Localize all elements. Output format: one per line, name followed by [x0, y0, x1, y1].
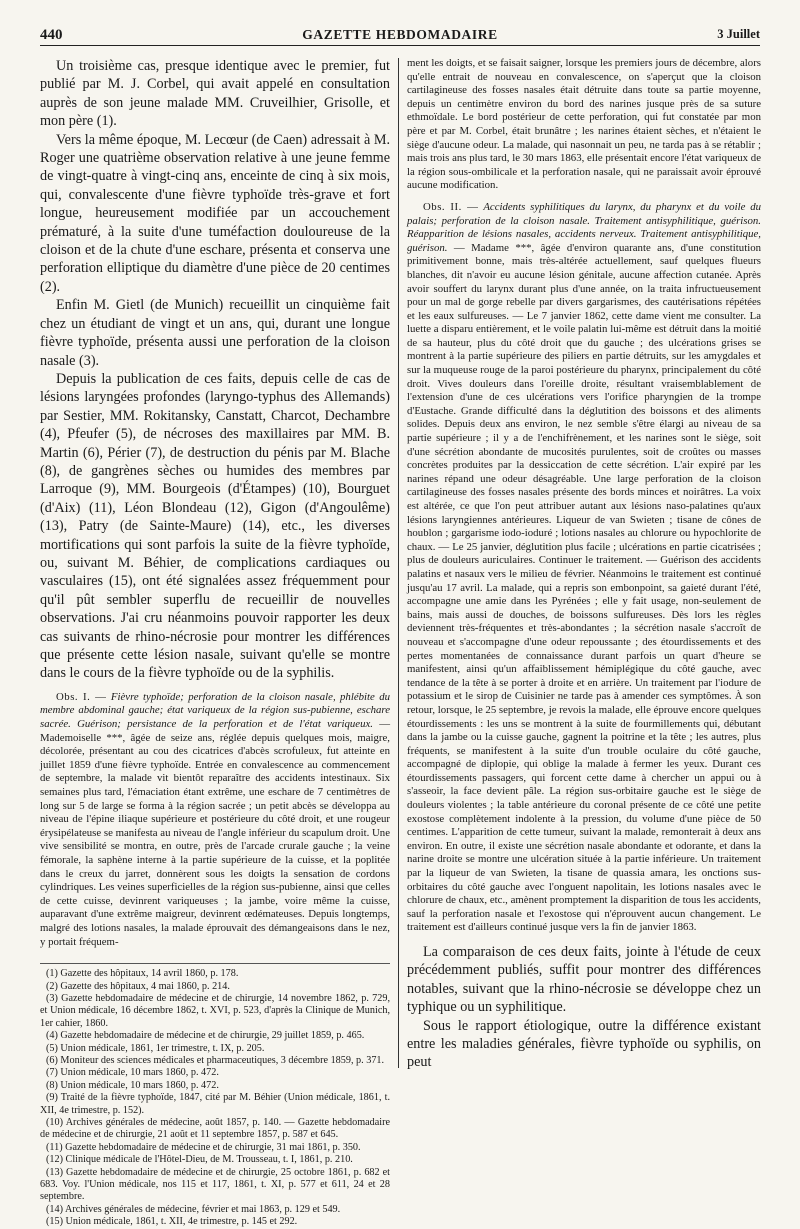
paragraph-corbel-case: Un troisième cas, presque identique avec le premier, fut publié par M. J. Corbel, qui avait appelé en consultation auprès de son jeune malade MM. Cruveilhier, Grisolle, et mon père (1).	[40, 58, 390, 130]
observation-1-label: Obs. I. —	[56, 690, 107, 703]
footnote: (9) Traité de la fièvre typhoïde, 1847, cité par M. Béhier (Union médicale, 1861, t. XII, 4e trimestre, p. 152).	[40, 1092, 390, 1116]
footnote: (2) Gazette des hôpitaux, 4 mai 1860, p. 214.	[46, 980, 230, 992]
footnotes	[40, 963, 390, 1229]
observation-1-body: — Mademoiselle ***, âgée de seize ans, réglée depuis quelques mois, maigre, décolorée, présentant au cou des cicatrices d'abcès scrofuleux, fut atteinte en juillet 1859 d'une fièvre typhoïde. Entrée en convalescence au commencement de septembre, la malade vit bientôt reparaître des accidents intestinaux. Six semaines plus tard, l'émaciation étant extrême, une eschare de 7 centimètres de long sur 5 de large se forma à la région sacrée ; un petit abcès se développa au niveau de l'épine iliaque supérieure et postérieure du côté droit, et une rougeur érysipélateuse se manifesta au niveau de l'angle inférieur du scapulum droit. Une vive sensibilité se montra, en outre, près de l'arcade crurale gauche ; la veine fémorale, la saphène interne à la partie supérieure de la cuisse, et la poplitée dans le creux du jarret, donnèrent sous les doigts la sensation de cordons cylindriques. Les veines superficielles de la région sus-pubienne, ainsi que celles de cette cuisse, devinrent variqueuses ; la jambe, voire même la cuisse, auparavant d'une extrême maigreur, devinrent œdémateuses. Depuis longtemps, malgré des lotions nasales, la malade éprouvait des démangeaisons dans le nez, y portait fréquem-	[40, 718, 391, 948]
observation-1-continued: ment les doigts, et se faisait saigner, lorsque les premiers jours de décembre, alors qu'elle entrait de nouveau en convalescence, on s'aperçut que la cloison cartilagineuse des fosses nasales était détruite dans toute sa partie moyenne, depuis un centimètre environ du bord des narines jusque près de sa suture ethmoïdale. Le bord postérieur de cette perforation, qui fut constatée par mon père et par M. Corbel, était brunâtre ; les narines étaient sèches, et n'étaient le siège d'aucune odeur. La malade, qui nasonnait un peu, ne tarda pas à se rétablir ; mais trois ans plus tard, le 30 mars 1863, elle présentait encore l'état variqueux de la région sous-ombilicale et la perforation nasale, qui ne paraissait avoir éprouvé aucune modification.	[407, 57, 761, 192]
footnote: (7) Union médicale, 10 mars 1860, p. 472.	[46, 1067, 219, 1079]
footnote: (1) Gazette des hôpitaux, 14 avril 1860, p. 178.	[46, 968, 239, 980]
footnote: (14) Archives générales de médecine, février et mai 1863, p. 129 et 549.	[46, 1203, 341, 1215]
footnote: (3) Gazette hebdomadaire de médecine et de chirurgie, 14 novembre 1862, p. 729, et Union médicale, 16 décembre 1862, t. XVI, p. 523, d'après la Clinique de Munich, 1er cahier, 1860.	[40, 992, 390, 1029]
observation-2-heading: Accidents syphilitiques du larynx, du pharynx et du voile du palais; perforation de la cloison nasale. Traitement antisyphilitique, guérison. Réapparition de lésions nasales, accidents nerveux. Traitement antisyphilitique, guérison.	[407, 200, 762, 254]
page-header	[40, 27, 760, 46]
paragraph-lecoeur-case: Vers la même époque, M. Lecœur (de Caen) adressait à M. Roger une quatrième observation relative à une jeune femme de vingt-quatre à vingt-cinq ans, enceinte de cinq à six mois, qui, convalescente d'une fièvre typhoïde très-grave et fort longue, heureusement modifiée par un accouchement prématuré, à la suite d'une tuméfaction douloureuse de la cloison et de la chute d'une eschare, présenta et conserva une perforation elliptique du diamètre d'une pièce de 20 centimes (2).	[40, 131, 390, 295]
observation-1-heading: Fièvre typhoïde; perforation de la cloison nasale, phlébite du membre abdominal gauche; état variqueux de la région sus-pubienne, eschare sacrée. Guérison; persistance de la perforation et de l'état variqueux.	[40, 690, 391, 730]
observation-1	[40, 691, 390, 949]
journal-title: GAZETTE HEBDOMADAIRE	[302, 27, 498, 42]
footnote: (15) Union médicale, 1861, t. XII, 4e trimestre, p. 145 et 292.	[46, 1216, 298, 1228]
observation-2	[407, 201, 761, 935]
footnote: (10) Archives générales de médecine, août 1857, p. 140. — Gazette hebdomadaire de médecine et de chirurgie, 21 août et 11 septembre 1857, p. 587 et 645.	[40, 1116, 390, 1141]
footnote: (11) Gazette hebdomadaire de médecine et de chirurgie, 31 mai 1861, p. 350.	[46, 1141, 361, 1153]
paragraph-comparison: La comparaison de ces deux faits, jointe à l'étude de ceux précédemment publiés, suffit pour montrer des différences notables, suivant que la rhino-nécrosie se développe chez un typhique ou un syphilitique.	[407, 944, 761, 1016]
footnote: (6) Moniteur des sciences médicales et pharmaceutiques, 3 décembre 1859, p. 371.	[46, 1054, 385, 1066]
footnote: (4) Gazette hebdomadaire de médecine et de chirurgie, 29 juillet 1859, p. 465.	[46, 1030, 365, 1042]
observation-2-label: Obs. II. —	[423, 200, 479, 213]
footnote: (13) Gazette hebdomadaire de médecine et de chirurgie, 25 octobre 1861, p. 682 et 683. Voy. l'Union médicale, nos 115 et 117, 1861, t. XI, p. 577 et 611, 24 et 28 septembre.	[40, 1166, 390, 1203]
paragraph-etiology: Sous le rapport étiologique, outre la différence existant entre les maladies générales, fièvre typhoïde ou syphilis, on peut	[407, 1017, 761, 1071]
footnote: (8) Union médicale, 10 mars 1860, p. 472.	[46, 1079, 219, 1091]
left-column	[40, 57, 391, 1228]
right-column	[407, 57, 761, 1077]
paragraph-literature-review: Depuis la publication de ces faits, depuis celle de cas de lésions laryngées profondes (laryngo-typhus des Allemands) par Sestier, MM. Rokitansky, Canstatt, Charcot, Dechambre (4), Pfeufer (5), de nécroses des maxillaires par MM. B. Martin (6), Périer (7), de destruction du pénis par M. Blache (8), de gangrènes sèches ou humides des membres par Larroque (9), MM. Bourgeois (d'Étampes) (10), Bourguet (d'Aix) (11), Léon Blondeau (12), Gigon (d'Angoulême) (13), Patry (de Sainte-Maure) (14), etc., les diverses mortifications qui sont parfois la suite de la fièvre typhoïde, ou, suivant M. Béhier, de complications cardiaques ou vasculaires (15), ont été signalées assez fréquemment pour qu'il pût sembler superflu de recueillir de nouvelles observations. J'ai cru néanmoins pouvoir rapporter les deux cas suivants de rhino-nécrosie pour montrer les différences que présente cette lésion nasale, suivant qu'elle se montre dans le cours de la fièvre typhoïde ou de la syphilis.	[40, 370, 390, 682]
page-number: 440	[40, 27, 63, 43]
footnote: (12) Clinique médicale de l'Hôtel-Dieu, de M. Trousseau, t. I, 1861, p. 210.	[46, 1154, 353, 1166]
observation-2-body: — Madame ***, âgée d'environ quarante ans, d'une constitution primitivement bonne, mais très-altérée actuellement, sauf quelques flueurs blanches, dit n'avoir eu aucune lésion génitale, aucune affection cutanée. Après avoir souffert du larynx durant plus d'une année, on la traita infructueusement pour un mal de gorge rebelle par divers gargarismes, des cautérisations répétées et les eaux sulfureuses. — Le 7 janvier 1862, cette dame vient me consulter. La luette a disparu entièrement, et le voile palatin lui-même est détruit dans la moitié de sa hauteur, plus du côté droit que du gauche ; des ulcérations grises se montrent à la partie supérieure des piliers en partie détruits, sur les amygdales et sur la muqueuse rouge de la paroi postérieure du pharynx, principalement du côté droit. Vives douleurs dans l'oreille droite, résultant vraisemblablement de l'extension d'une de ces ulcérations vers l'orifice pharyngien de la trompe d'Eustache. Grande difficulté dans la déglutition des boissons et des aliments solides. Depuis deux ans environ, le nez semble s'être élargi au niveau de sa partie supérieure ; il y a de l'enchifrènement, et les narines sont le siège, soit d'une sécrétion abondante de mucosités purulentes, soit de croûtes ou masses concrètes produites par la dessiccation de cette sécrétion. L'air expiré par les narines répand une odeur désagréable. Une large perforation de la cloison cartilagineuse des fosses nasales présente des bords minces et noirâtres. La voix est altérée, ce que l'on peut attribuer autant aux lésions naso-palatines qu'aux lésions laryngiennes antérieures. Liqueur de van Swieten ; tisane de cônes de houblon ; gargarisme iodo-ioduré ; lotions nasales au chlorure ou hypochlorite de chaux. — Le 25 janvier, déglutition plus facile ; ulcérations en partie cicatrisées ; plus de douleurs auriculaires. Continuer le traitement. — Guérison des accidents palatins et nasaux vers le milieu de février. Néanmoins le traitement est continué jusqu'au 17 avril. La malade, qui a repris son embonpoint, sa gaieté durant l'été, accompagne une amie dans les Pyrénées ; elle y fait usage, non-seulement de bains, mais aussi de douches, de boissons sulfureuses. Dès lors les règles deviennent très-fréquentes et très-abondantes ; la sécrétion nasale s'accroît de nouveau et s'accompagne d'une odeur repoussante ; des étourdissements et des pertes momentanées de connaissance durant parfois un quart d'heure se manifestent, ainsi qu'un affaiblissement hémiplégique du côté gauche, avec tendance de la tête à se porter à droite et en arrière. Un traitement par l'iodure de potassium et le sirop de Cuisinier ne tarde pas à amender ces symptômes. À son retour, lorsque, le 25 septembre, je revois la malade, elle éprouve encore quelques étourdissements : les uns se montrent à la suite de fourmillements qui, débutant dans la jambe ou la cuisse gauche, gagnent la poitrine et la tête ; les autres, plus fréquents, se manifestent à la suite d'un trouble oculaire du côté gauche, accompagné de diplopie, qui oblige la malade à fermer les yeux. Durant ces étourdissements passagers, qui forcent cette dame à chercher un appui ou à s'asseoir, la face devient pâle. La région sus-orbitaire gauche est le siège de douleurs violentes ; la table antérieure du coronal présente de ce côté une petite exostose complètement indolente à la pression, du volume d'une pièce de 50 centimes. L'apparition de cette tumeur, suivant la malade, remonterait à deux ans environ. En outre, il existe une sécrétion nasale abondante et odorante, et dans la narine droite se montre une ulcération située à la partie inférieure. Un traitement par la liqueur de van Swieten, la tisane de quassia amara, les onctions sus-orbitaires du côté gauche avec l'onguent napolitain, les lotions nasales avec le chlorure de chaux, etc., amènent promptement la disparition de tous les accidents, sauf la perforation nasale et l'exostose qui n'éprouvent aucun changement. Le traitement est d'ailleurs continué jusque vers la fin de janvier 1863.	[407, 241, 761, 934]
column-divider	[398, 58, 399, 1068]
footnote: (5) Union médicale, 1861, 1er trimestre, t. IX, p. 205.	[46, 1042, 265, 1054]
issue-date: 3 Juillet	[717, 27, 760, 41]
paragraph-gietl-case: Enfin M. Gietl (de Munich) recueillit un cinquième fait chez un étudiant de vingt et un ans, qui, durant une longue fièvre typhoïde, présenta aussi une perforation de la cloison nasale (3).	[40, 297, 390, 369]
